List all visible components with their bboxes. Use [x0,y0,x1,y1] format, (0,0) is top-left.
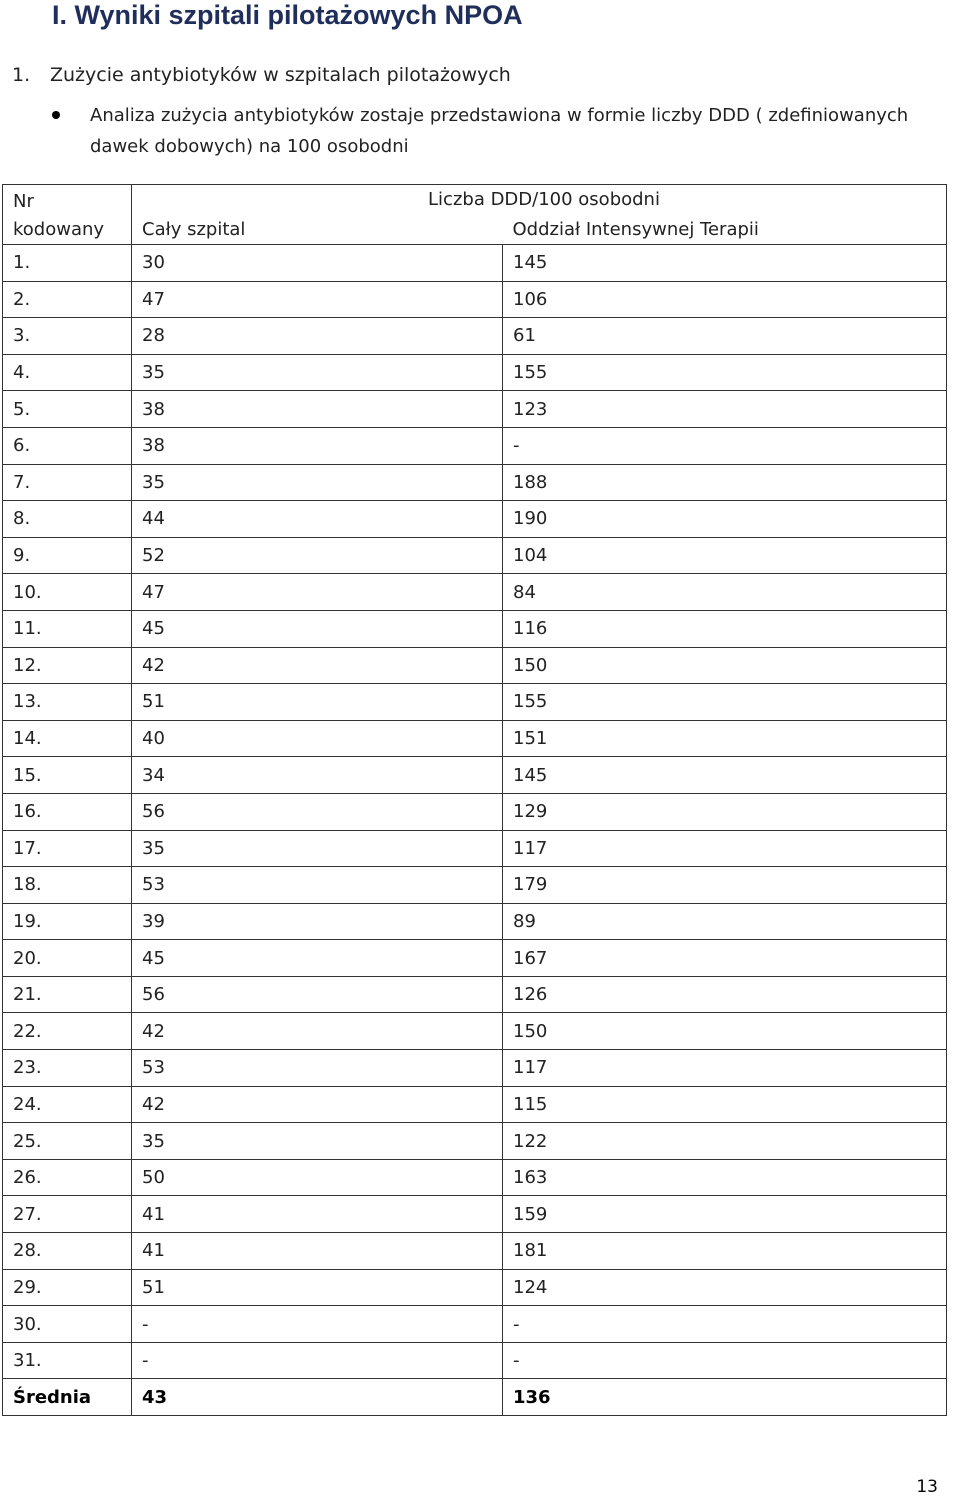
cell-code: 25. [3,1123,132,1160]
table-row [3,354,947,391]
cell-whole-hospital: 42 [132,1013,503,1050]
table-row [3,1086,947,1123]
bullet-dot-icon [52,111,60,119]
table-row [3,720,947,757]
table-row [3,1159,947,1196]
cell-whole-hospital: 53 [132,1050,503,1087]
cell-code: 4. [3,354,132,391]
table-row [3,684,947,721]
cell-code: 23. [3,1050,132,1087]
table-row [3,976,947,1013]
cell-code: 19. [3,903,132,940]
table-row [3,427,947,464]
cell-icu: 145 [503,757,947,794]
cell-code: 21. [3,976,132,1013]
table-row [3,867,947,904]
cell-whole-hospital: 28 [132,318,503,355]
cell-code: 26. [3,1159,132,1196]
table-row [3,245,947,282]
cell-code: 27. [3,1196,132,1233]
cell-icu: 129 [503,793,947,830]
cell-average-whole-hospital: 43 [132,1379,503,1416]
cell-whole-hospital: 56 [132,976,503,1013]
table-row [3,903,947,940]
cell-icu: 126 [503,976,947,1013]
cell-whole-hospital: 56 [132,793,503,830]
cell-whole-hospital: 30 [132,245,503,282]
cell-code: 6. [3,427,132,464]
cell-code: 18. [3,867,132,904]
cell-code: 24. [3,1086,132,1123]
cell-whole-hospital: 35 [132,1123,503,1160]
table-row [3,1123,947,1160]
table-row [3,1233,947,1270]
col-header-whole-hospital: Cały szpital [132,215,503,245]
cell-whole-hospital: 38 [132,427,503,464]
table-row [3,830,947,867]
cell-code: 29. [3,1269,132,1306]
cell-whole-hospital: 41 [132,1233,503,1270]
table-row [3,1013,947,1050]
cell-whole-hospital: 53 [132,867,503,904]
cell-whole-hospital: 38 [132,391,503,428]
group-header: Liczba DDD/100 osobodni [132,185,947,215]
cell-average-icu: 136 [503,1379,947,1416]
cell-code: 28. [3,1233,132,1270]
cell-code: 7. [3,464,132,501]
table-row [3,281,947,318]
cell-whole-hospital: 40 [132,720,503,757]
cell-whole-hospital: 42 [132,1086,503,1123]
cell-icu: 151 [503,720,947,757]
cell-icu: 116 [503,610,947,647]
table-row [3,391,947,428]
cell-whole-hospital: - [132,1306,503,1343]
cell-icu: 123 [503,391,947,428]
cell-whole-hospital: 45 [132,940,503,977]
table-row [3,464,947,501]
cell-icu: 117 [503,830,947,867]
page-heading: I. Wyniki szpitali pilotażowych NPOA [52,0,523,30]
cell-icu: 61 [503,318,947,355]
bullet-text: Analiza zużycia antybiotyków zostaje przedstawiona w formie liczby DDD ( zdefiniowanych dawek dobowych) na 100 osobodni [90,105,909,157]
cell-whole-hospital: 42 [132,647,503,684]
cell-average-label: Średnia [3,1379,132,1416]
bullet-item [52,100,957,162]
table-row [3,793,947,830]
table-row [3,574,947,611]
cell-code: 15. [3,757,132,794]
col-header-icu: Oddział Intensywnej Terapii [503,215,947,245]
cell-code: 31. [3,1342,132,1379]
page-number: 13 [916,1477,938,1497]
cell-whole-hospital: 51 [132,684,503,721]
cell-icu: 106 [503,281,947,318]
cell-icu: 124 [503,1269,947,1306]
cell-code: 22. [3,1013,132,1050]
section-title-text: Zużycie antybiotyków w szpitalach pilotażowych [50,64,511,86]
cell-icu: 163 [503,1159,947,1196]
table-row [3,537,947,574]
table-row [3,1306,947,1343]
col-header-nr-line2: kodowany [13,219,105,240]
cell-icu: 188 [503,464,947,501]
col-header-nr-line1: Nr [13,191,34,212]
cell-icu: - [503,1306,947,1343]
table-row [3,757,947,794]
table-row [3,1342,947,1379]
cell-icu: 104 [503,537,947,574]
average-row [3,1379,947,1416]
cell-code: 14. [3,720,132,757]
cell-code: 5. [3,391,132,428]
cell-whole-hospital: 50 [132,1159,503,1196]
cell-code: 20. [3,940,132,977]
cell-whole-hospital: - [132,1342,503,1379]
table-row [3,647,947,684]
cell-icu: 89 [503,903,947,940]
cell-whole-hospital: 52 [132,537,503,574]
cell-icu: 150 [503,647,947,684]
cell-whole-hospital: 44 [132,501,503,538]
cell-icu: 150 [503,1013,947,1050]
table-row [3,1269,947,1306]
cell-code: 9. [3,537,132,574]
cell-icu: 167 [503,940,947,977]
cell-code: 17. [3,830,132,867]
cell-code: 10. [3,574,132,611]
cell-icu: 84 [503,574,947,611]
cell-icu: 145 [503,245,947,282]
cell-icu: 159 [503,1196,947,1233]
cell-icu: 117 [503,1050,947,1087]
cell-code: 13. [3,684,132,721]
cell-code: 30. [3,1306,132,1343]
cell-code: 2. [3,281,132,318]
cell-whole-hospital: 51 [132,1269,503,1306]
cell-icu: - [503,427,947,464]
ddd-table [2,184,947,1416]
col-header-nr [3,185,132,245]
cell-whole-hospital: 47 [132,574,503,611]
cell-icu: 179 [503,867,947,904]
cell-code: 11. [3,610,132,647]
cell-icu: - [503,1342,947,1379]
cell-code: 3. [3,318,132,355]
cell-code: 1. [3,245,132,282]
cell-code: 12. [3,647,132,684]
cell-whole-hospital: 35 [132,830,503,867]
cell-icu: 190 [503,501,947,538]
cell-icu: 122 [503,1123,947,1160]
table-row [3,501,947,538]
cell-whole-hospital: 35 [132,464,503,501]
cell-icu: 155 [503,354,947,391]
table-row [3,940,947,977]
cell-icu: 181 [503,1233,947,1270]
cell-icu: 155 [503,684,947,721]
cell-whole-hospital: 39 [132,903,503,940]
cell-whole-hospital: 47 [132,281,503,318]
table-row [3,1196,947,1233]
cell-whole-hospital: 45 [132,610,503,647]
cell-whole-hospital: 35 [132,354,503,391]
table-row [3,610,947,647]
section-title [12,64,511,86]
cell-code: 16. [3,793,132,830]
table-row [3,318,947,355]
section-number: 1. [12,64,31,86]
table-row [3,1050,947,1087]
cell-icu: 115 [503,1086,947,1123]
cell-code: 8. [3,501,132,538]
cell-whole-hospital: 41 [132,1196,503,1233]
cell-whole-hospital: 34 [132,757,503,794]
